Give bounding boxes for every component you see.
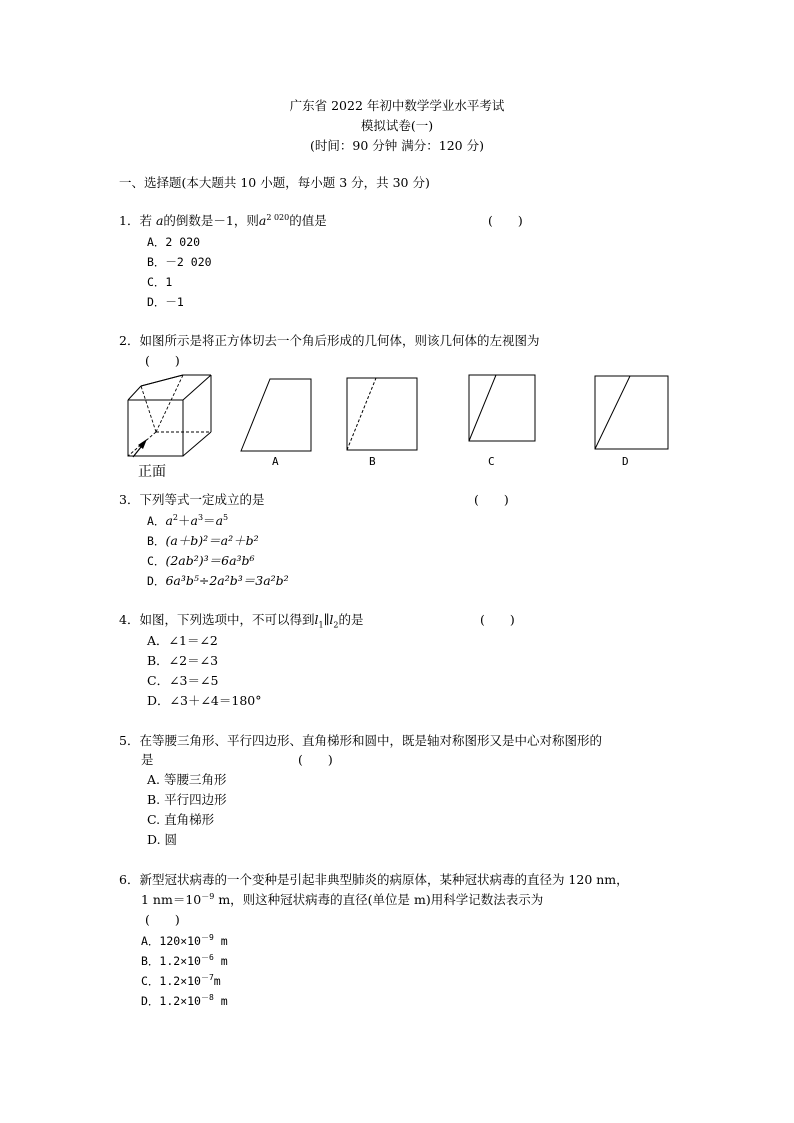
option-letter: A．: [147, 514, 166, 528]
option-unit: m: [213, 954, 228, 968]
option-exponent: －9: [200, 933, 214, 943]
variable-a: a: [155, 213, 164, 228]
option-c: C．∠3＝∠5: [147, 673, 219, 688]
option-b-figure: [346, 377, 418, 451]
option-d: [141, 991, 228, 1011]
expr-part: ＝: [203, 513, 216, 528]
line-l2: l: [329, 612, 334, 627]
answer-blank: ( ): [480, 612, 515, 627]
option-base: C．1.2×10: [141, 974, 201, 988]
option-exponent: －6: [200, 953, 214, 963]
option-expression: (2ab²)³＝6a³b⁶: [165, 553, 255, 568]
option-c: C．1: [147, 275, 173, 289]
option-expression: 6a³b⁵÷2a²b³＝3a²b²: [165, 573, 289, 588]
option-a: [147, 511, 228, 531]
expr-part: 5: [223, 512, 229, 522]
question-text: 的是: [338, 612, 364, 627]
expr-part: a: [190, 513, 198, 528]
expr-part: 2: [172, 512, 178, 522]
option-d: D. 圆: [147, 832, 178, 847]
question-number: 1．: [119, 213, 140, 228]
option-b: [141, 951, 228, 971]
question-2: [119, 331, 539, 351]
expr-part: ＋: [177, 513, 191, 528]
question-4: [119, 610, 363, 630]
option-base: D．1.2×10: [141, 994, 201, 1008]
option-exponent: －7: [200, 973, 214, 983]
figure-label-c: C: [488, 455, 495, 468]
front-label: 正面: [138, 464, 166, 480]
option-c: C. 直角梯形: [147, 812, 215, 827]
question-3: [119, 490, 264, 510]
option-b: [147, 531, 259, 551]
question-text: 如图，下列选项中，不可以得到: [139, 612, 315, 627]
text-part: 1 nm＝10: [141, 892, 202, 907]
expr-part: a: [215, 513, 224, 528]
expr-part: 3: [197, 512, 204, 522]
question-number: 3．: [119, 492, 140, 507]
question-5: [119, 731, 602, 751]
question-text: 的值是: [289, 213, 327, 228]
exam-subtitle: 模拟试卷(一): [360, 118, 434, 133]
line-l2-subscript: 2: [333, 620, 339, 630]
question-text: 在等腰三角形、平行四边形、直角梯形和圆中，既是轴对称图形又是中心对称图形的: [139, 733, 602, 748]
question-text: 新型冠状病毒的一个变种是引起非典型肺炎的病原体，某种冠状病毒的直径为 120 nm，: [139, 872, 629, 887]
answer-blank: ( ): [145, 353, 180, 368]
option-a: A．∠1＝∠2: [147, 633, 218, 648]
line-l1-subscript: 1: [318, 620, 324, 630]
parallel-symbol: ∥: [323, 612, 330, 627]
option-exponent: －8: [200, 993, 214, 1003]
answer-blank: ( ): [474, 492, 509, 507]
question-text: 的倒数是－1，则: [163, 213, 259, 228]
option-letter: B．: [147, 534, 166, 548]
question-number: 2．: [119, 333, 140, 348]
figure-label-d: D: [622, 455, 629, 468]
question-text-line2: 是: [141, 752, 154, 767]
option-c-figure: [468, 374, 536, 442]
figure-label-b: B: [369, 455, 376, 468]
option-base: B．1.2×10: [141, 954, 201, 968]
question-6: [119, 870, 629, 890]
exam-time-info: (时间：90 分钟 满分：120 分): [310, 138, 484, 153]
question-text: 如图所示是将正方体切去一个角后形成的几何体，则该几何体的左视图为: [139, 333, 540, 348]
option-base: A．120×10: [141, 934, 201, 948]
option-a: A．2 020: [147, 235, 201, 249]
option-d: D．－1: [147, 295, 184, 309]
question-1: [119, 211, 327, 231]
figure-label-a: A: [272, 455, 279, 468]
option-b: B．－2 020: [147, 255, 212, 269]
exam-title: 广东省 2022 年初中数学学业水平考试: [289, 98, 505, 113]
option-d: D．∠3＋∠4＝180°: [147, 693, 262, 708]
answer-blank: ( ): [298, 752, 333, 767]
option-d-figure: [594, 375, 669, 450]
option-letter: C．: [147, 554, 166, 568]
question-text-line2: [141, 890, 543, 910]
option-letter: D．: [147, 574, 166, 588]
answer-blank: ( ): [145, 912, 180, 927]
power-exponent: 2 020: [266, 212, 290, 222]
answer-blank: ( ): [488, 213, 523, 228]
option-a: A. 等腰三角形: [147, 772, 227, 787]
text-part: m，则这种冠状病毒的直径(单位是 m)用科学记数法表示为: [214, 892, 544, 907]
option-unit: m: [213, 934, 228, 948]
question-text: 下列等式一定成立的是: [139, 492, 265, 507]
question-text: 若: [139, 213, 152, 228]
option-c: [147, 551, 255, 571]
question-number: 5．: [119, 733, 140, 748]
exponent: －9: [201, 891, 215, 901]
question-number: 6．: [119, 872, 140, 887]
option-expression: (a＋b)²＝a²＋b²: [165, 533, 259, 548]
option-c: [141, 971, 221, 991]
line-l1: l: [314, 612, 319, 627]
option-b: B. 平行四边形: [147, 792, 227, 807]
question-number: 4．: [119, 612, 140, 627]
power-base: a: [258, 213, 267, 228]
section-heading: 一、选择题(本大题共 10 小题，每小题 3 分，共 30 分): [119, 175, 430, 190]
option-unit: m: [213, 994, 228, 1008]
option-unit: m: [213, 974, 221, 988]
option-d: [147, 571, 289, 591]
cube-figure: [125, 372, 220, 467]
option-b: B．∠2＝∠3: [147, 653, 219, 668]
option-a: [141, 931, 228, 951]
expr-part: a: [165, 513, 173, 528]
option-a-figure: [240, 378, 312, 452]
